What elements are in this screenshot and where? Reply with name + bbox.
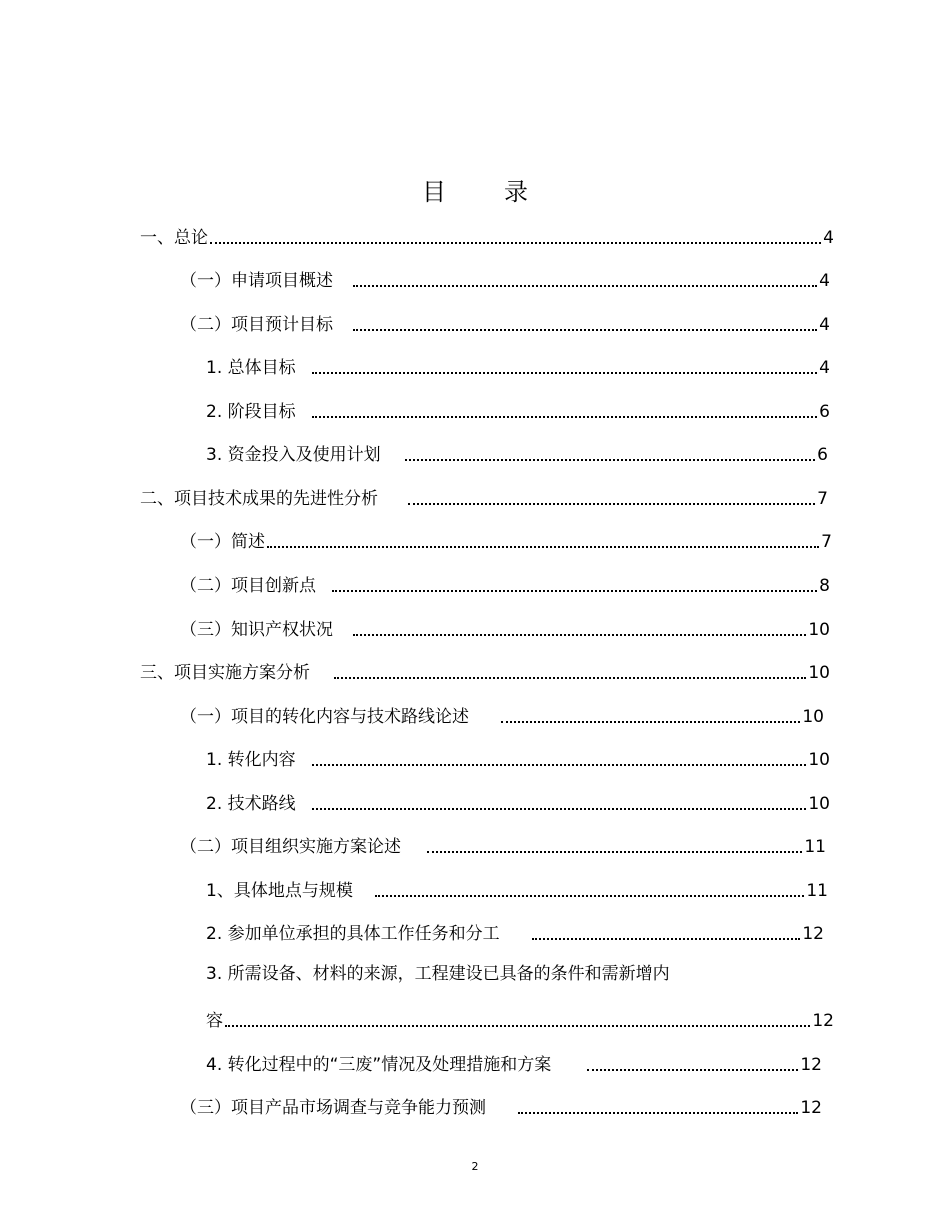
dot-leader [210, 242, 821, 244]
toc-entry-label: （二）项目预计目标 [180, 315, 333, 335]
toc-entry-page: 12 [800, 1098, 822, 1118]
toc-entry-page: 6 [819, 402, 830, 422]
toc-entry-page: 10 [808, 663, 830, 683]
dot-leader [353, 634, 806, 636]
toc-entry-2-1[interactable] [180, 527, 832, 553]
toc-entry-1-1[interactable] [180, 266, 830, 292]
dot-leader [353, 285, 817, 287]
title-char-2: 录 [504, 178, 528, 206]
dot-leader [375, 895, 805, 897]
dot-leader [532, 938, 801, 940]
toc-entry-2-3[interactable] [180, 615, 830, 641]
toc-entry-page: 10 [808, 750, 830, 770]
dot-leader [312, 808, 807, 810]
toc-entry-label-continued: 容 [206, 1011, 223, 1031]
toc-entry-label: 一、总论 [140, 228, 208, 248]
toc-entry-3-1-1[interactable] [206, 745, 830, 771]
toc-entry-2[interactable] [140, 484, 828, 510]
dot-leader [518, 1112, 798, 1114]
toc-entry-1-2[interactable] [180, 310, 830, 336]
dot-leader [427, 851, 802, 853]
dot-leader [587, 1069, 798, 1071]
page-number: 2 [471, 1160, 479, 1173]
toc-entry-page: 10 [808, 794, 830, 814]
toc-entry-page: 7 [817, 489, 828, 509]
dot-leader [405, 459, 816, 461]
toc-entry-1[interactable] [140, 223, 834, 249]
toc-entry-3-2-3-line2[interactable] [206, 1006, 834, 1032]
toc-entry-1-2-1[interactable] [206, 353, 830, 379]
toc-entry-3-2[interactable] [180, 832, 826, 858]
toc-entry-3-1[interactable] [180, 702, 824, 728]
toc-entry-3-3[interactable] [180, 1093, 822, 1119]
dot-leader [312, 416, 818, 418]
toc-entry-page: 12 [812, 1011, 834, 1031]
toc-entry-page: 10 [808, 620, 830, 640]
dot-leader [353, 329, 817, 331]
dot-leader [332, 590, 817, 592]
toc-entry-label: （二）项目组织实施方案论述 [180, 837, 401, 857]
dot-leader [312, 372, 818, 374]
toc-entry-3-2-2[interactable] [206, 919, 824, 945]
toc-entry-label: 3. 所需设备、材料的来源，工程建设已具备的条件和需新增内 [206, 964, 670, 984]
dot-leader [267, 546, 819, 548]
toc-entry-label: （三）知识产权状况 [180, 620, 333, 640]
toc-entry-page: 8 [819, 576, 830, 596]
dot-leader [312, 764, 807, 766]
toc-entry-page: 12 [802, 924, 824, 944]
dot-leader [408, 503, 815, 505]
toc-entry-label: （二）项目创新点 [180, 576, 316, 596]
toc-entry-label: 2. 阶段目标 [206, 402, 296, 422]
dot-leader [334, 677, 806, 679]
dot-leader [225, 1025, 810, 1027]
toc-entry-page: 11 [806, 881, 828, 901]
toc-entry-label: 2. 参加单位承担的具体工作任务和分工 [206, 924, 500, 944]
toc-entry-1-2-2[interactable] [206, 397, 830, 423]
toc-entry-label: （一）简述 [180, 532, 265, 552]
toc-entry-2-2[interactable] [180, 571, 830, 597]
toc-entry-page: 4 [819, 358, 830, 378]
title-char-1: 目 [422, 178, 446, 206]
toc-entry-label: 1. 总体目标 [206, 358, 296, 378]
toc-entry-label: （一）项目的转化内容与技术路线论述 [180, 707, 469, 727]
toc-entry-page: 6 [817, 445, 828, 465]
toc-entry-page: 7 [821, 532, 832, 552]
toc-entry-label: 1. 转化内容 [206, 750, 296, 770]
toc-entry-label: 三、项目实施方案分析 [140, 663, 310, 683]
toc-entry-label: 二、项目技术成果的先进性分析 [140, 489, 378, 509]
toc-entry-label: （三）项目产品市场调查与竞争能力预测 [180, 1098, 486, 1118]
toc-entry-label: 2. 技术路线 [206, 794, 296, 814]
toc-entry-page: 10 [802, 707, 824, 727]
toc-entry-3-2-3-line1[interactable] [206, 963, 670, 989]
toc-entry-page: 4 [819, 315, 830, 335]
toc-entry-page: 12 [800, 1055, 822, 1075]
toc-entry-1-2-3[interactable] [206, 440, 828, 466]
toc-entry-page: 4 [823, 228, 834, 248]
toc-entry-label: （一）申请项目概述 [180, 271, 333, 291]
toc-entry-3-2-1[interactable] [206, 876, 828, 902]
toc-entry-page: 4 [819, 271, 830, 291]
toc-entry-label: 3. 资金投入及使用计划 [206, 445, 381, 465]
toc-entry-label: 4. 转化过程中的“三废”情况及处理措施和方案 [206, 1055, 552, 1075]
toc-entry-3-1-2[interactable] [206, 789, 830, 815]
toc-entry-label: 1、具体地点与规模 [206, 881, 353, 901]
toc-entry-3[interactable] [140, 658, 830, 684]
toc-entry-3-2-4[interactable] [206, 1050, 822, 1076]
dot-leader [501, 721, 800, 723]
toc-entry-page: 11 [804, 837, 826, 857]
